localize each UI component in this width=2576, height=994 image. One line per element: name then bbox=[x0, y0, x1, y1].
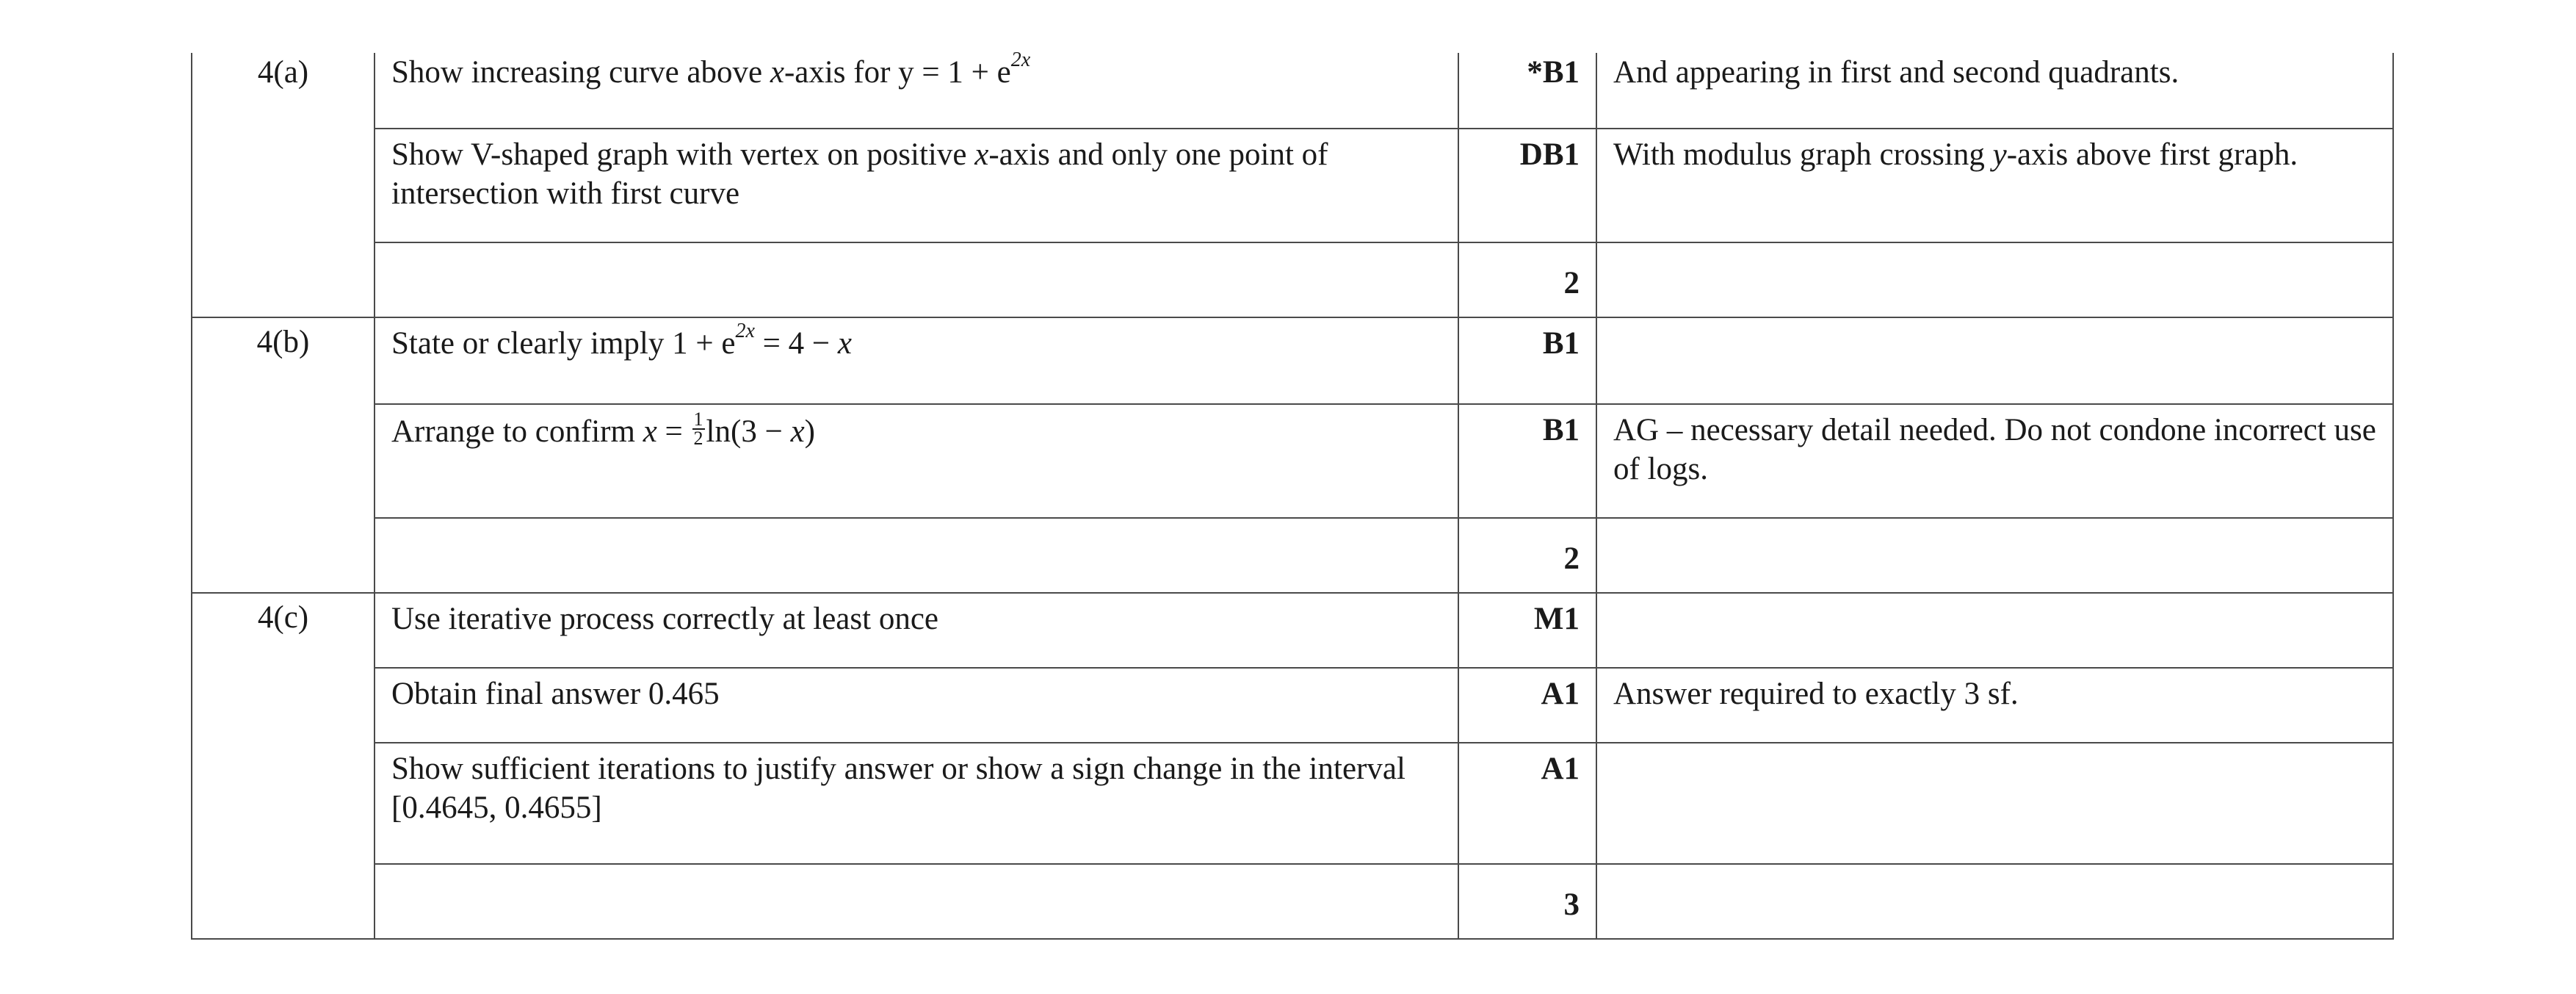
answer-cell: Show increasing curve above x-axis for $y = 1 + e^{2x}$ bbox=[375, 53, 1458, 129]
guidance-cell: Answer required to exactly 3 sf. bbox=[1596, 668, 2393, 743]
question-number: 4(c) bbox=[192, 593, 375, 939]
question-number: 4(a) bbox=[192, 53, 375, 317]
guidance-cell: And appearing in first and second quadrants. bbox=[1596, 53, 2393, 129]
question-number: 4(b) bbox=[192, 317, 375, 593]
mark-cell: M1 bbox=[1458, 593, 1596, 668]
table-row bbox=[192, 129, 2393, 242]
total-marks: 2 bbox=[1458, 518, 1596, 593]
table-row bbox=[192, 404, 2393, 518]
table-row bbox=[192, 668, 2393, 743]
table-row bbox=[192, 743, 2393, 864]
guidance-cell bbox=[1596, 593, 2393, 668]
guidance-cell: With modulus graph crossing y-axis above first graph. bbox=[1596, 129, 2393, 242]
guidance-cell bbox=[1596, 317, 2393, 404]
mark-cell: B1 bbox=[1458, 404, 1596, 518]
mark-cell: *B1 bbox=[1458, 53, 1596, 129]
fraction: $\frac{1}{2}$ bbox=[693, 408, 703, 449]
answer-cell: Use iterative process correctly at least once bbox=[375, 593, 1458, 668]
answer-cell: Arrange to confirm x = $\frac{1}{2}$ ln(3 − x) bbox=[375, 404, 1458, 518]
answer-cell: Obtain final answer 0.465 bbox=[375, 668, 1458, 743]
guidance-cell bbox=[1596, 743, 2393, 864]
equation: $y = 1 + e^{2x}$ bbox=[898, 48, 1031, 90]
answer-cell: Show sufficient iterations to justify answer or show a sign change in the interval [0.4645, 0.4655] bbox=[375, 743, 1458, 864]
total-row bbox=[192, 518, 2393, 593]
answer-cell: State or clearly imply $1 + e^{2x} = 4 - x$ bbox=[375, 317, 1458, 404]
total-marks: 3 bbox=[1458, 864, 1596, 939]
mark-cell: A1 bbox=[1458, 668, 1596, 743]
answer-cell: Show V-shaped graph with vertex on positive x-axis and only one point of intersection with first curve bbox=[375, 129, 1458, 242]
mark-scheme-table bbox=[191, 48, 2394, 940]
total-marks: 2 bbox=[1458, 242, 1596, 317]
total-row bbox=[192, 864, 2393, 939]
total-row bbox=[192, 242, 2393, 317]
mark-cell: DB1 bbox=[1458, 129, 1596, 242]
table-row bbox=[192, 53, 2393, 129]
mark-cell: A1 bbox=[1458, 743, 1596, 864]
equation: $1 + e^{2x} = 4 - x$ bbox=[672, 320, 852, 361]
guidance-cell: AG – necessary detail needed. Do not condone incorrect use of logs. bbox=[1596, 404, 2393, 518]
table-row bbox=[192, 317, 2393, 404]
equation: x = $\frac{1}{2}$ ln(3 − x) bbox=[643, 408, 815, 449]
mark-cell: B1 bbox=[1458, 317, 1596, 404]
table-row bbox=[192, 593, 2393, 668]
